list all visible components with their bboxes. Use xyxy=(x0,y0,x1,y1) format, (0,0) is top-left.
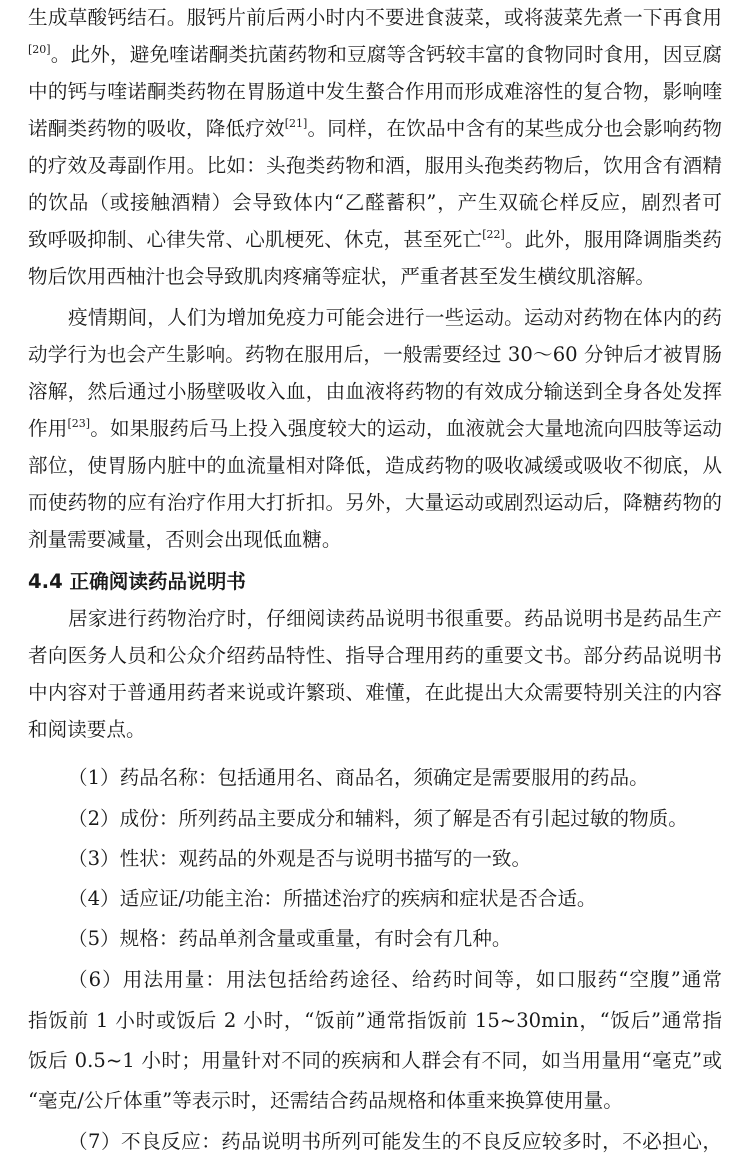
paragraph-1-line-3: 中的钙与喹诺酮类药物在胃肠道中发生螯合作用而形成难溶性的复合物，影响喹 xyxy=(28,80,722,103)
paragraph-3-line-1: 居家进行药物治疗时，仔细阅读药品说明书很重要。药品说明书是药品生产 xyxy=(68,607,722,630)
paragraph-2-line-7: 剂量需要减量，否则会出现低血糖。 xyxy=(28,528,342,551)
paragraph-1-line-4-text-b: 。同样，在饮品中含有的某些成分也会影响药物 xyxy=(307,117,722,140)
paragraph-1-line-4 xyxy=(28,113,722,145)
paragraph-2-line-4-text-a: 作用 xyxy=(28,417,68,440)
citation-ref-21: [21] xyxy=(284,117,308,130)
paragraph-1-line-8: 物后饮用西柚汁也会导致肌肉疼痛等症状，严重者甚至发生横纹肌溶解。 xyxy=(28,265,655,288)
paragraph-1-line-1: 生成草酸钙结石。服钙片前后两小时内不要进食菠菜，或将菠菜先煮一下再食用 xyxy=(28,6,722,29)
list-item-4: （4）适应证/功能主治：所描述治疗的疾病和症状是否合适。 xyxy=(68,887,597,910)
list-item-6-line-4: “毫克/公斤体重”等表示时，还需结合药品规格和体重来换算使用量。 xyxy=(28,1089,623,1112)
paragraph-2-line-4-text-b: 。如果服药后马上投入强度较大的运动，血液就会大量地流向四肢等运动 xyxy=(90,417,722,440)
paragraph-2-line-4 xyxy=(28,413,722,445)
paragraph-3-line-4: 和阅读要点。 xyxy=(28,718,146,741)
list-item-2: （2）成份：所列药品主要成分和辅料，须了解是否有引起过敏的物质。 xyxy=(68,807,688,830)
paragraph-1-line-4-text-a: 诺酮类药物的吸收，降低疗效 xyxy=(28,117,285,140)
paragraph-2-line-1: 疫情期间，人们为增加免疫力可能会进行一些运动。运动对药物在体内的药 xyxy=(68,306,722,329)
list-item-6-line-2: 指饭前 1 小时或饭后 2 小时，“饭前”通常指饭前 15~30min，“饭后”通常指 xyxy=(28,1009,722,1032)
paragraph-1-line-2-text: 。此外，避免喹诺酮类抗菌药物和豆腐等含钙较丰富的食物同时食用，因豆腐 xyxy=(50,43,722,66)
paragraph-3-line-2: 者向医务人员和公众介绍药品特性、指导合理用药的重要文书。部分药品说明书 xyxy=(28,644,722,667)
paragraph-2-line-3: 溶解，然后通过小肠壁吸收入血，由血液将药物的有效成分输送到全身各处发挥 xyxy=(28,380,722,403)
paragraph-3-line-3: 中内容对于普通用药者来说或许繁琐、难懂，在此提出大众需要特别关注的内容 xyxy=(28,681,722,704)
paragraph-2-line-2: 动学行为也会产生影响。药物在服用后，一般需要经过 30～60 分钟后才被胃肠 xyxy=(28,343,722,366)
list-item-6-line-3: 饭后 0.5~1 小时；用量针对不同的疾病和人群会有不同，如当用量用“毫克”或 xyxy=(28,1049,722,1072)
paragraph-1-line-6: 的饮品（或接触酒精）会导致体内“乙醛蓄积”，产生双硫仑样反应，剧烈者可 xyxy=(28,191,722,214)
paragraph-1-line-2 xyxy=(28,39,722,71)
citation-ref-20: [20] xyxy=(28,43,51,56)
paragraph-2-line-6: 而使药物的应有治疗作用大打折扣。另外，大量运动或剧烈运动后，降糖药物的 xyxy=(28,491,722,514)
paragraph-2-line-5: 部位，使胃肠内脏中的血流量相对降低，造成药物的吸收减缓或吸收不彻底，从 xyxy=(28,454,722,477)
citation-ref-23: [23] xyxy=(67,417,91,430)
paragraph-1-line-5: 的疗效及毒副作用。比如：头孢类药物和酒，服用头孢类药物后，饮用含有酒精 xyxy=(28,154,722,177)
list-item-7-line-1: （7）不良反应：药品说明书所列可能发生的不良反应较多时，不必担心， xyxy=(68,1130,722,1153)
list-item-5: （5）规格：药品单剂含量或重量，有时会有几种。 xyxy=(68,927,512,950)
list-item-1: （1）药品名称：包括通用名、商品名，须确定是需要服用的药品。 xyxy=(68,766,649,789)
list-item-6-line-1: （6）用法用量：用法包括给药途径、给药时间等，如口服药“空腹”通常 xyxy=(68,968,722,991)
section-heading: 4.4 正确阅读药品说明书 xyxy=(28,570,246,593)
list-item-3: （3）性状：观药品的外观是否与说明书描写的一致。 xyxy=(68,847,532,870)
paragraph-1-line-7-text-a: 致呼吸抑制、心律失常、心肌梗死、休克，甚至死亡 xyxy=(28,228,483,251)
paragraph-1-line-7-text-b: 。此外，服用降调脂类药 xyxy=(504,228,722,251)
paragraph-1-line-7 xyxy=(28,224,722,256)
citation-ref-22: [22] xyxy=(482,228,505,241)
